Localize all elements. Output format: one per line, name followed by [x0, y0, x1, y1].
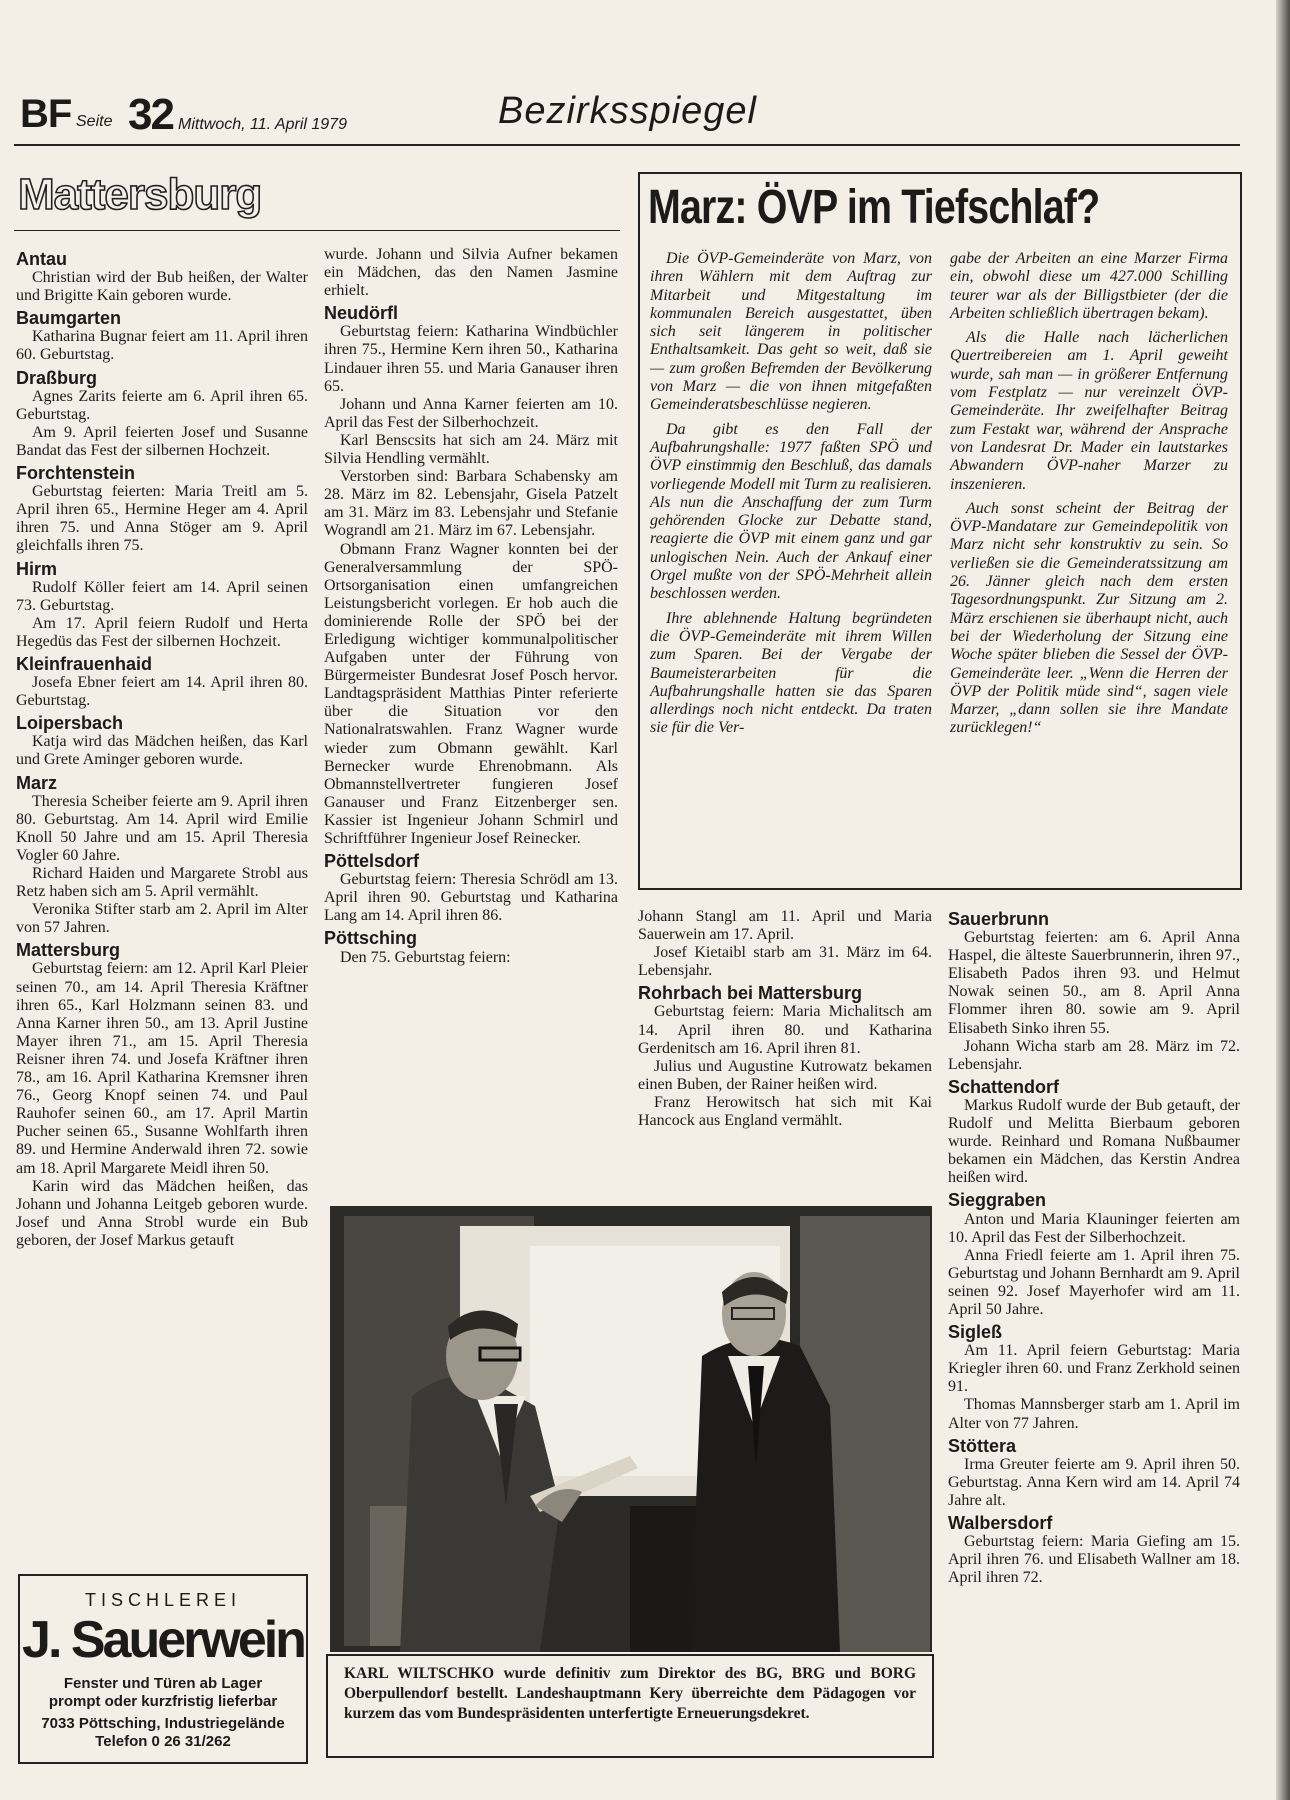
news-column-1 — [16, 246, 308, 1250]
news-paragraph: Geburtstag feiern: am 12. April Karl Pleier seinen 70., am 14. April Theresia Kräftner ihren 65., Karl Holzmann seinen 83. und Anna Karner ihren 50., am 13. April Justine Mayer ihren 71., am 15. April Theresia Reisner ihren 74. und Josefa Kräftner ihren 78., am 16. April Katharina Kremsner ihren 76., Georg Knopf seinen 74. und Paul Rauhofer seinen 60., am 17. April Martin Pucher seinen 65., Susanne Wohlfarth ihren 89. und Hermine Anderwald ihren 72. sowie am 18. April Margarete Meidl ihren 50. — [16, 960, 308, 1177]
news-paragraph: Geburtstag feiern: Maria Giefing am 15. April ihren 76. und Elisabeth Wallner am 18. April ihren 72. — [948, 1533, 1240, 1587]
news-paragraph: Josefa Ebner feiert am 14. April ihren 80. Geburtstag. — [16, 674, 308, 710]
article-column-left — [650, 250, 932, 744]
header-seite-label: Seite — [76, 113, 113, 130]
news-paragraph: Rudolf Köller feiert am 14. April seinen 73. Geburtstag. — [16, 578, 308, 614]
news-paragraph: Veronika Stifter starb am 2. April im Alter von 57 Jahren. — [16, 901, 308, 937]
news-paragraph: Anna Friedl feierte am 1. April ihren 75. Geburtstag und Johann Bernhardt am 9. April seinen 92. Josef Mayerhofer wird am 11. April 50 Jahre. — [948, 1246, 1240, 1318]
news-paragraph: Verstorben sind: Barbara Schabensky am 28. März im 82. Lebensjahr, Gisela Patzelt am 31. März im 83. Lebensjahr und Stefanie Wograndl am 21. März im 67. Lebensjahr. — [324, 468, 618, 540]
news-column-4 — [948, 906, 1240, 1587]
ad-line-address: 7033 Pöttsching, Industriegelände — [41, 1715, 285, 1732]
news-paragraph: Obmann Franz Wagner konnten bei der Generalversammlung der SPÖ-Ortsorganisation einen umfangreichen Leistungsbericht vorlegen. Er hob auch die dominierende Rolle der SPÖ bei der Erledigung wichtiger kommunalpolitischer Aufgaben unter der Führung von Bürgermeister Bundesrat Josef Posch hervor. Landtagspräsident Matthias Pinter referierte über die Situation vor den Nationalratswahlen. Franz Wagner wurde wieder zum Obmann gewählt. Karl Bernecker wurde Ehrenobmann. Als Obmannstellvertreter fungieren Josef Ganauser und Franz Eitzenberger sen. Kassier ist Ingenieur Johann Schmirl und Schriftführer Ingenieur Josef Reinecker. — [324, 540, 618, 847]
news-paragraph: Katharina Bugnar feiert am 11. April ihren 60. Geburtstag. — [16, 328, 308, 364]
ad-line-phone: Telefon 0 26 31/262 — [95, 1733, 231, 1750]
village-heading: Sigleß — [948, 1322, 1003, 1343]
header-section-title: Bezirksspiegel — [498, 90, 757, 132]
header-logo: BF — [20, 92, 72, 136]
article-paragraph: Auch sonst scheint der Beitrag der ÖVP-Mandatare zur Gemeindepolitik von Marz nicht sehr konstruktiv zu sein. So verließen sie die Gemeinderatssitzung am 26. Jänner gleich nach dem ersten Tagesordnungspunkt. Zur Sitzung am 2. März erschienen sie überhaupt nicht, auch bei der Wiederholung der Sitzung eine Woche später blieben die Sessel der ÖVP-Gemeinderäte leer. „Wenn die Herren der ÖVP der Politik müde sind“, sagen viele Marzer, „dann sollen sie ihre Mandate zurücklegen!“ — [950, 499, 1228, 737]
news-paragraph: Den 75. Geburtstag feiern: — [340, 948, 511, 966]
news-column-3 — [638, 908, 932, 1130]
news-paragraph: Franz Herowitsch hat sich mit Kai Hancock aus England vermählt. — [638, 1093, 932, 1130]
header-page-number: 32 — [128, 90, 173, 139]
village-heading: Sauerbrunn — [948, 909, 1050, 929]
page-edge-shadow — [1276, 0, 1290, 1800]
news-paragraph: Johann Wicha starb am 28. März im 72. Lebensjahr. — [948, 1037, 1240, 1073]
village-heading: Neudörfl — [324, 303, 398, 324]
news-paragraph: Geburtstag feiern: Theresia Schrödl am 13. April ihren 90. Geburtstag und Katharina Lang am 14. April ihren 86. — [324, 871, 618, 925]
news-paragraph: Thomas Mannsberger starb am 1. April im Alter von 77 Jahren. — [948, 1396, 1240, 1432]
news-paragraph: Am 11. April feiern Geburtstag: Maria Kriegler ihren 60. und Franz Zerkhold seinen 91. — [948, 1342, 1240, 1396]
article-paragraph: Da gibt es den Fall der Aufbahrungshalle: 1977 faßten SPÖ und ÖVP einstimmig den Beschluß, das damals vorliegende Modell mit Turm zu realisieren. Als nun die Anschaffung der zum Turm gehörenden Glocke zur Debatte stand, reagierte die ÖVP mit einem ganz und gar unlogischen Nein. Auch der Ankauf einer Orgel mußte von der SPÖ-Mehrheit allein beschlossen werden. — [650, 420, 932, 603]
news-paragraph: Geburtstag feierten: Maria Treitl am 5. April ihren 65., Hermine Heger am 4. April ihren 75. und Anna Stöger am 9. April gleichfalls ihren 75. — [16, 483, 308, 555]
article-headline: Marz: ÖVP im Tiefschlaf? — [648, 181, 1100, 234]
news-paragraph: Richard Haiden und Margarete Strobl aus Retz haben sich am 5. April vermählt. — [16, 865, 308, 901]
news-paragraph: Karin wird das Mädchen heißen, das Johann und Johanna Leitgeb geboren wurde. Josef und Anna Strobl wurde ein Bub geboren, der Josef Markus getauft — [16, 1177, 308, 1249]
village-heading: Walbersdorf — [948, 1513, 1053, 1533]
village-heading: Baumgarten — [16, 308, 122, 329]
ad-company-name: J. Sauerwein — [22, 1611, 304, 1669]
news-paragraph: Markus Rudolf wurde der Bub getauft, der Rudolf und Melitta Bierbaum geboren wurde. Reinhard und Romana Nußbaumer bekamen ein Mädchen, das Kerstin Andrea heißen wird. — [948, 1096, 1240, 1187]
village-heading: Hirm — [16, 558, 58, 579]
village-heading: Mattersburg — [16, 940, 121, 961]
news-paragraph: Katja wird das Mädchen heißen, das Karl und Grete Aminger geboren wurde. — [16, 733, 308, 769]
news-paragraph: Am 17. April feiern Rudolf und Herta Hegedüs das Fest der silbernen Hochzeit. — [16, 614, 308, 650]
ad-line-delivery: prompt oder kurzfristig lieferbar — [48, 1693, 278, 1710]
news-paragraph: Karl Benscsits hat sich am 24. März mit Silvia Hendling vermählt. — [324, 431, 618, 468]
article-column-right — [950, 250, 1228, 744]
district-rule — [14, 230, 620, 231]
header-date: Mittwoch, 11. April 1979 — [178, 116, 347, 133]
village-heading: Loipersbach — [16, 713, 124, 734]
photo-caption — [326, 1654, 934, 1758]
article-paragraph: Als die Halle nach lächerlichen Quertreibereien am 1. April geweiht wurde, sah man — in größerer Entfernung vom Festplatz — nur vereinzelt ÖVP-Gemeinderäte. Ihr zweifelhafter Beitrag zum Festakt war, während der Ansprache von Landesrat Dr. Mader ein lautstarkes Abwandern ÖVP-naher Marzer zu inszenieren. — [950, 329, 1228, 493]
news-column-2 — [324, 246, 618, 967]
news-paragraph: Johann und Anna Karner feierten am 10. April das Fest der Silberhochzeit. — [324, 395, 618, 431]
village-heading: Rohrbach bei Mattersburg — [638, 983, 863, 1004]
article-paragraph: Die ÖVP-Gemeinderäte von Marz, von ihren Wählern mit dem Auftrag zur Mitarbeit und Mitgestaltung im kommunalen Bereich ausgestattet, üben sich seit längerem in politischer Enthaltsamkeit. Das geht so weit, daß sie — zum großen Befremden der Bevölkerung von Marz — die von ihnen mitgefaßten Gemeinderatsbeschlüsse negieren. — [650, 250, 932, 414]
news-paragraph: Julius und Augustine Kutrowatz bekamen einen Buben, der Rainer heißen wird. — [638, 1057, 932, 1093]
news-paragraph: Josef Kietaibl starb am 31. März im 64. Lebensjahr. — [638, 944, 932, 980]
caption-name: KARL WILTSCHKO — [344, 1665, 495, 1682]
district-title: Mattersburg — [18, 170, 262, 219]
village-heading: Draßburg — [16, 367, 97, 388]
news-paragraph: Anton und Maria Klauninger feierten am 10. April das Fest der Silberhochzeit. — [948, 1210, 1240, 1246]
ad-line-trade: TISCHLEREI — [84, 1590, 242, 1610]
village-heading: Antau — [16, 249, 67, 269]
news-paragraph: Geburtstag feierten: am 6. April Anna Haspel, die älteste Sauerbrunnerin, ihren 97., Elisabeth Pados ihren 93. und Helmut Nowak seinen 50., am 8. April Anna Flommer ihren 80. sowie am 9. April Elisabeth Sinko ihren 55. — [948, 929, 1240, 1037]
news-paragraph: Agnes Zarits feierte am 6. April ihren 65. Geburtstag. — [16, 387, 308, 423]
village-heading: Forchtenstein — [16, 463, 136, 484]
article-paragraph: gabe der Arbeiten an eine Marzer Firma ein, obwohl diese um 427.000 Schilling teurer war als der Billigstbieter (der die Arbeiten schließlich übertragen bekam). — [950, 250, 1228, 322]
article-paragraph: Ihre ablehnende Haltung begründeten die ÖVP-Gemeinderäte mit ihrem Willen zum Sparen. Bei der Vergabe der Baumeisterarbeiten für die Aufbahrungshalle hatten sie das Sparen allerdings noch nicht entdeckt. Da traten sie für die Ver- — [650, 609, 932, 737]
village-heading: Kleinfrauenhaid — [16, 653, 153, 674]
news-paragraph: Am 9. April feierten Josef und Susanne Bandat das Fest der silbernen Hochzeit. — [16, 423, 308, 459]
caption-text: wurde definitiv zum Direktor des BG, BRG und BORG Oberpullendorf bestellt. Landeshauptmann Kery überreichte dem Pädagogen vor kurzem das vom Bundespräsidenten unterfertigte Erneuerungsdekret. — [344, 1665, 917, 1722]
ad-line-products: Fenster und Türen ab Lager — [63, 1675, 263, 1692]
village-heading: Pöttelsdorf — [324, 851, 420, 872]
header-rule — [14, 144, 1240, 146]
news-paragraph: Geburtstag feiern: Maria Michalitsch am 14. April ihren 80. und Katharina Gerdenitsch am 16. April ihren 81. — [638, 1003, 932, 1057]
news-paragraph: Geburtstag feiern: Katharina Windbüchler ihren 75., Hermine Kern ihren 50., Katharina Lindauer ihren 55. und Maria Ganauser ihren 65. — [324, 323, 618, 395]
village-heading: Marz — [16, 772, 58, 793]
advertisement — [18, 1574, 308, 1764]
village-heading: Pöttsching — [324, 928, 417, 949]
news-paragraph: Theresia Scheiber feierte am 9. April ihren 80. Geburtstag. Am 14. April wird Emilie Knoll 50 Jahre und am 15. April Theresia Vogler 60 Jahre. — [16, 792, 308, 864]
photo-award-ceremony — [330, 1206, 932, 1652]
village-heading: Sieggraben — [948, 1190, 1047, 1211]
news-paragraph: Christian wird der Bub heißen, der Walter und Brigitte Kain geboren wurde. — [16, 269, 308, 305]
village-heading: Schattendorf — [948, 1076, 1060, 1097]
news-paragraph: wurde. Johann und Silvia Aufner bekamen ein Mädchen, das den Namen Jasmine erhielt. — [324, 246, 618, 300]
news-paragraph: Johann Stangl am 11. April und Maria Sauerwein am 17. April. — [638, 908, 932, 944]
village-heading: Stöttera — [948, 1435, 1017, 1456]
news-paragraph: Irma Greuter feierte am 9. April ihren 50. Geburtstag. Anna Kern wird am 14. April 74 Jahre alt. — [948, 1455, 1240, 1509]
